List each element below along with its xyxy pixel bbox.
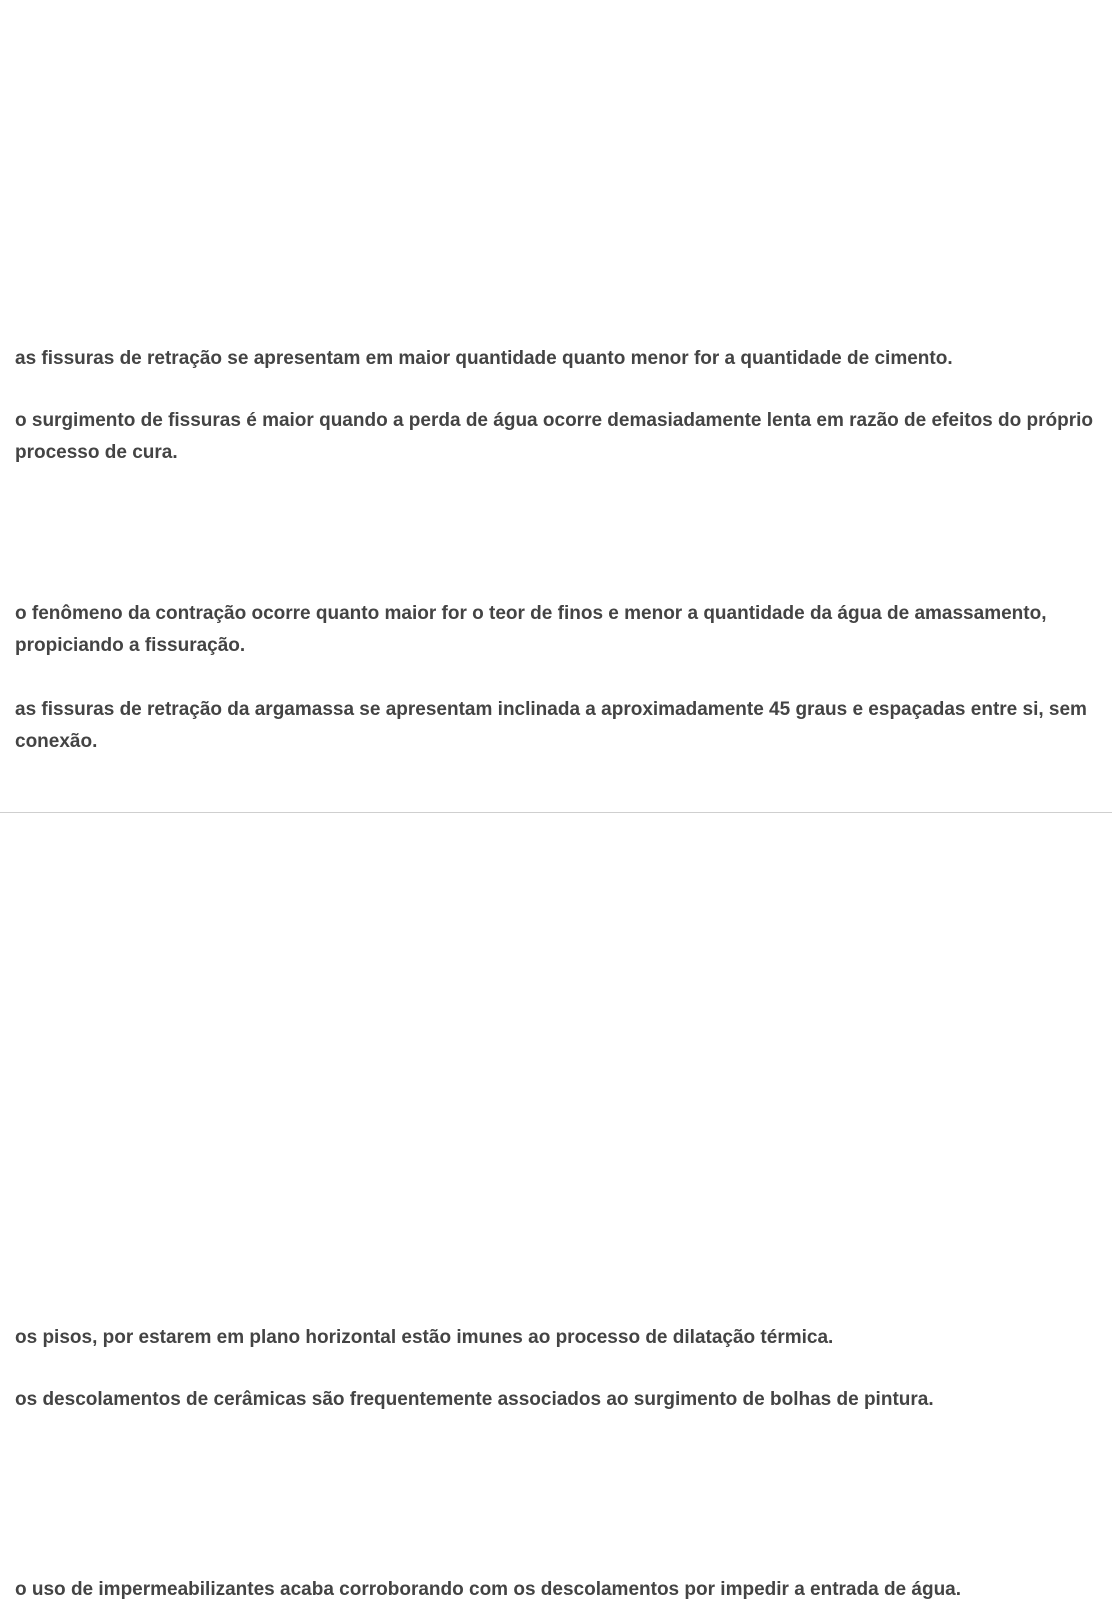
question-divider (0, 812, 1112, 813)
answer-option-b[interactable]: o surgimento de fissuras é maior quando a perda de água ocorre demasiadamente lenta em razão de efeitos do próprio processo de cura. (15, 410, 1093, 463)
answer-option-d[interactable]: as fissuras de retração da argamassa se apresentam inclinada a aproximadamente 45 graus e espaçadas entre si, sem conexão. (15, 699, 1087, 752)
answer-option-c[interactable]: o fenômeno da contração ocorre quanto maior for o teor de finos e menor a quantidade da água de amassamento, propiciando a fissuração. (15, 603, 1047, 656)
answer-option-c[interactable]: o uso de impermeabilizantes acaba corroborando com os descolamentos por impedir a entrada de água. (15, 1579, 962, 1600)
answer-option-a[interactable]: os pisos, por estarem em plano horizontal estão imunes ao processo de dilatação térmica. (15, 1327, 834, 1348)
answer-option-b[interactable]: os descolamentos de cerâmicas são frequentemente associados ao surgimento de bolhas de pintura. (15, 1389, 934, 1410)
answer-option-a[interactable]: as fissuras de retração se apresentam em maior quantidade quanto menor for a quantidade de cimento. (15, 348, 953, 369)
